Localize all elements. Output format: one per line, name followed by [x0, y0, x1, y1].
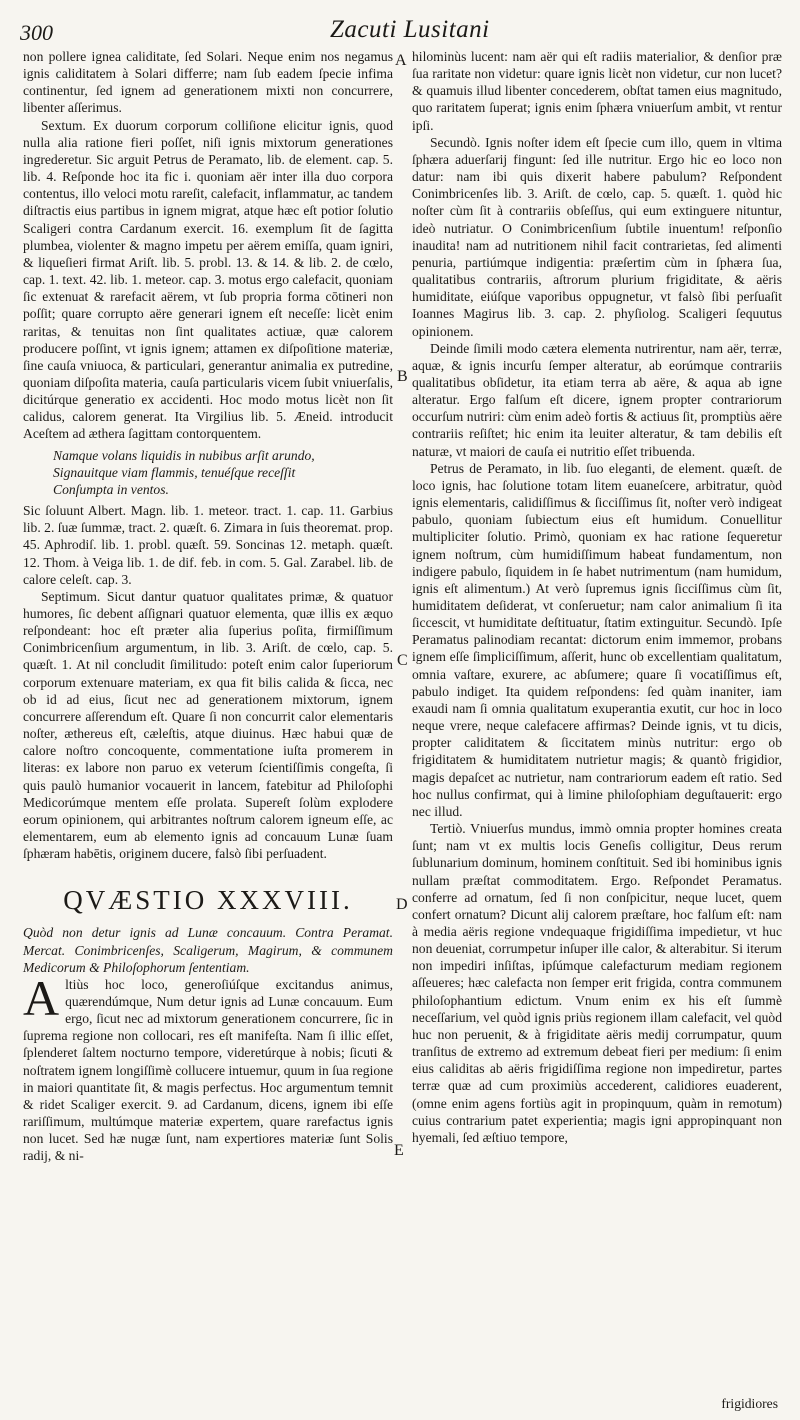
left-column	[23, 48, 393, 1165]
paragraph: Secundò. Ignis noſter idem eſt ſpecie cum illo, quem in vltima ſphæra aduerſarij fingunt: ſed ille nutritur. Ergo hic eo loco non datur: nam ibi quis dixerit habere pabulum? Reſpondent Conimbricenſes lib. 3. Ariſt. de cœlo, cap. 5. quæſt. 1. quòd hic noſter cùm ſit à contrariis obſeſſus, qui eum extinguere nituntur, ideò nutriatur. O Conimbricenſium ſubtile inuentum! reſponſio inaudita! nam ad nutritionem nihil facit contrarietas, ſed alimenti penuria, partiúmque indigentia: præſertim cùm in ſphæra ſua, qualitatibus contrariis, aſtrorum plurium frigiditate, & aëris humiditate, eiúſque vaporibus oppugnetur, vt falsò ſibi perſuaſit Ioannes Magirus lib. 3. cap. 2. phyſiolog. Scaligeri ſequutus opinionem.	[412, 134, 782, 339]
margin-letter-a: A	[395, 52, 407, 69]
margin-letter-d: D	[396, 896, 408, 913]
margin-letter-c: C	[397, 652, 408, 669]
paragraph: Sic ſoluunt Albert. Magn. lib. 1. meteor. tract. 1. cap. 11. Garbius lib. 2. ſuæ ſummæ, tract. 2. quæſt. 6. Zimara in ſuis theoremat. prop. 45. Aphrodiſ. lib. 1. probl. quæſt. 59. Soncinas 12. metaph. quæſt. 12. Thom. à Veiga lib. 1. de dif. feb. in com. 5. Gal. Zarabel. lib. de calore celeſt. cap. 3.	[23, 503, 393, 587]
verse-quotation	[53, 447, 393, 498]
paragraph: Septimum. Sicut dantur quatuor qualitates primæ, & quatuor humores, ſic debent aſſignari quatuor elementa, quæ illis ex æquo reſpondeant: hoc eſt præter alia ſuperius poſita, firmiſſimum Conimbricenſium argumentum, in lib. 3. Ariſt. de cœlo, cap. 5. quæſt. 1. At nil concludit ſimilitudo: poteſt enim calor ſuperiorum corporum extenuare materiam, ex qua fit bilis calida & ſicca, nec ob id ad eius, ſicut nec ad generationem mixtorum, ignem concurrere aſſerendum eſt. Quare ſi non concurrit calor elementaris noſter, æthereus eſt, cæleſtis, atque diuinus. Hæc habui quæ de calore noſtro concoquente, commentatione iuſta promerem in literas: ex labore non paruo ex veterum ſcientiſſimis congeſta, ſi quis paulò humanior vocauerit in lancem, fatebitur ad Philoſophi Medicorúmque mentem eſſe prolata. Supereſt ſolùm explodere eorum opinionem, qui arbitrantes noſtrum calorem igneum eſſe, ac elementarem, eum ab elemento ignis ad concauum Lunæ ſuam ſphæram habētis, originem ducere, falsò ſibi perſuadent.	[23, 588, 393, 862]
paragraph-text: ltiùs hoc loco, generoſiúſque excitandus animus, quærendúmque, Num detur ignis ad Lunæ concauum. Eum ergo, ſicut nec ad mixtorum generationem concurrere, ſic in ſuprema regione non collocari, res eſt manifeſta. Nam ſi illic eſſet, ſplenderet ſaltem nocturno tempore, videretúrque à nobis; ſicuti & noſtratem ignem longiſſimè collucere intuemur, quum in ſua regione in maiori quantitate ſit, & magis perfectus. Hoc argumentum temnit & ridet Scaliger exercit. 9. ad Cardanum, dicens, ignem ibi eſſe rariſſimum, multúmque materiæ expertem, quare rarefactus ignis non lucet. Sed hæ nugæ ſunt, nam expertiores materiæ ſunt Solis radij, & ni-	[23, 976, 393, 1164]
verse-line: Namque volans liquidis in nubibus arſit arundo,	[53, 447, 315, 463]
paragraph: non pollere ignea caliditate, ſed Solari. Neque enim nos negamus ignis caliditatem à Solari differre; nam ſub eadem ſpecie infima continentur, ſed ignem ad generationem mixti non concurrere, libenter aſſerimus.	[23, 49, 393, 116]
paragraph: Deinde ſimili modo cætera elementa nutrirentur, nam aër, terræ, aquæ, & ignis incurſu ſemper alteratur, ab eorúmque contrariis qualitatibus obſidetur, ita etiam terra ab aëre, & aqua ab igne alteratur. Ergo falſum eſt dicere, ignem propter contrariorum occurſum nutriri: cùm enim adeò fortis & actiuus ſit, promptiùs aëre contrariis reſiſtet; hic enim ita leuiter alteratur, & tam debilis eſt naturæ, vt maiori de cauſa ei nutritio eſſet tribuenda.	[412, 340, 782, 459]
running-head: Zacuti Lusitani	[330, 16, 490, 43]
verse-line: Signauitque viam flammis, tenuéſque receſſit	[53, 464, 296, 480]
catchword: frigidiores	[721, 1396, 778, 1411]
paragraph: Petrus de Peramato, in lib. ſuo eleganti, de element. quæſt. de loco ignis, hac ſolutione totam litem euaneſcere, arbitratur, quòd ignis elementaris, calidiſſimus & ſicciſſimus ſit, noſter verò indigeat pabulo, quoniam ſubiectum eius eſt humidum. Conuellitur multipliciter ſolutio. Primò, quoniam ex hac ratione ſequeretur ignem noſtrum, cùm humidiſſimum habeat fundamentum, non indigere pabulo, ſiquidem in ſe habet nutrimentum (nam humidum, ignis eſt alimentum.) At verò ſupremus ignis ſicciſſimus cùm ſit, humiditatem deſiderat, vt conſeruetur; nam calor animalium ſi ita ſiccescit, vt humiditate deſtituatur, ſtatim extinguitur. Secundò. Ipſe Peramatus palinodiam recantat: dictorum enim immemor, probans ignem eſſe ſimpliciſſimum, aſſerit, hunc ob excellentiam qualitatum, omnia vaſtare, exurere, ac abſumere; quare ſi vocatiſſimus eſt, pabulo indiget. Ita quidem reſpondens: ſed quàm inaniter, iam exaudi nam ſi omnia qualitatum exuperantia exutit, cur hoc in loco neque vrere, neque calefacere affirmas? Deinde ignis, vt tu dicis, propter caliditatem & ſiccitatem minùs nutritur: ergo ob frigiditatem & humiditatem nutrietur magis; & quantò frigidior, magis depaſcet ac nutrietur, nam contrariorum eadem eſt ratio. Sed hoc nullus confirmat, qui à limine philoſophiam deguſtauerit: ergo nec illud.	[412, 460, 782, 819]
paragraph: Sextum. Ex duorum corporum colliſione elicitur ignis, quod nulla alia ratione fieri poſſet, niſi ignis mixtorum generationes ingrederetur. Sic arguit Petrus de Peramato, lib. de element. cap. 5. lib. 4. Reſponde hoc ita fic i. quoniam aër inter illa duo corpora contentus, illo veloci motu rareſit, calefacit, inflammatur, ac tandem diſtractis eius partibus in ignem migrat, atque hæc eſt potior ſolutio Scaligeri contra Cardanum exercit. 16. exemplum ſit de ſagitta plumbea, violenter & magno impetu per aërem emiſſa, quam igniri, & liqueſieri firmat Ariſt. lib. 5. probl. 13. & 14. & lib. 2. de cœlo, cap. 1. text. 42. lib. 1. meteor. cap. 3. motus ergo calefacit, quoniam ſic extenuat & rarefacit aërem, vt ſub propria forma cōtineri non poſſit; quare corrupto aëre generari ignem eſt neceſſe: licèt enim raritas, & tenuitas non ſint qualitates actiuæ, quæ calorem producere poſſint, vt ignis ignem; attamen ex diſpoſitione materiæ, ſine cauſa vniuoca, & particulari, generantur animalia ex putredine, quoniam diſpoſita materia, cauſa particularis vicem ſubit vniuerſalis, dicitúrque generatio ex accidenti. Hoc modo motus licèt non ſit calidus, calorem generat. Ita Virgilius lib. 5. Æneid. introducit Aceſtem ad æthera ſagittam contorquentem.	[23, 117, 393, 442]
paragraph: Tertiò. Vniuerſus mundus, immò omnia propter homines creata ſunt; nam vt ex multis locis Geneſis colligitur, Deus rerum ſublunarium dominum, hominem conſtituit. Sed ibi hominibus ignis nullam præſtat commoditatem. Ergo. Reſpondet Peramatus. conferre ad ornatum, ſed ſi non conſpicitur, neque lucet, quem confert ornatum? Dicunt alij calorem præſtare, hoc falſum eſt: nam à media aëris regione vndequaque frigidiſſima impedietur, vt huc non deueniat, corrumpetur inſuper ille calor, & alterabitur. Si iterum non impediri inſiſtas, ipſúmque calefacturum mediam regionem aſſeueres; hæc calefacta non ſemper erit frigida, contra communem philoſophantium edictum. Vnum enim ex his eſt ſummè neceſſarium, vel quòd ignis priùs regionem illam calefacit, vel quòd huc non peruenit, & à frigiditate aëris medij corrumpatur, quum tranſitus de extremo ad extremum debeat fieri per medium: ſi enim eius caliditas ab aëris frigidiſſima regione non impediretur, partes terræ quæ ad cum proximiùs accederent, calidiores euaderent, (omne enim agens fortiùs agit in propinquum, quàm in remotum) cuius contrarium patet experientia; magis igni appropinquant non hyemali, ſed æſtiuo tempore,	[412, 821, 782, 1145]
margin-letter-e: E	[394, 1142, 404, 1159]
question-summary: Quòd non detur ignis ad Lunæ concauum. Contra Peramat. Mercat. Conimbricenſes, Scaligerum, Magirum, & communem Medicorum & Philoſophorum ſententiam.	[23, 925, 393, 975]
page-number: 300	[20, 20, 53, 45]
margin-letter-b: B	[397, 368, 408, 385]
drop-cap: A	[23, 969, 60, 1026]
question-heading: QVÆSTIO XXXVIII.	[63, 885, 353, 916]
verse-line: Conſumpta in ventos.	[53, 481, 169, 497]
paragraph	[23, 969, 393, 1165]
paragraph: hilominùs lucent: nam aër qui eſt radiis materialior, & denſior præ ſua raritate non videtur: quare ignis licèt non videtur, cur non lucet? & quamuis illud libenter concederem, obſtat tamen eius magnitudo, quo raritatem ſuperat; ignis enim ſphæra vniuerſum ambit, vt rentur ipſi.	[412, 49, 782, 133]
right-column	[412, 48, 782, 1146]
